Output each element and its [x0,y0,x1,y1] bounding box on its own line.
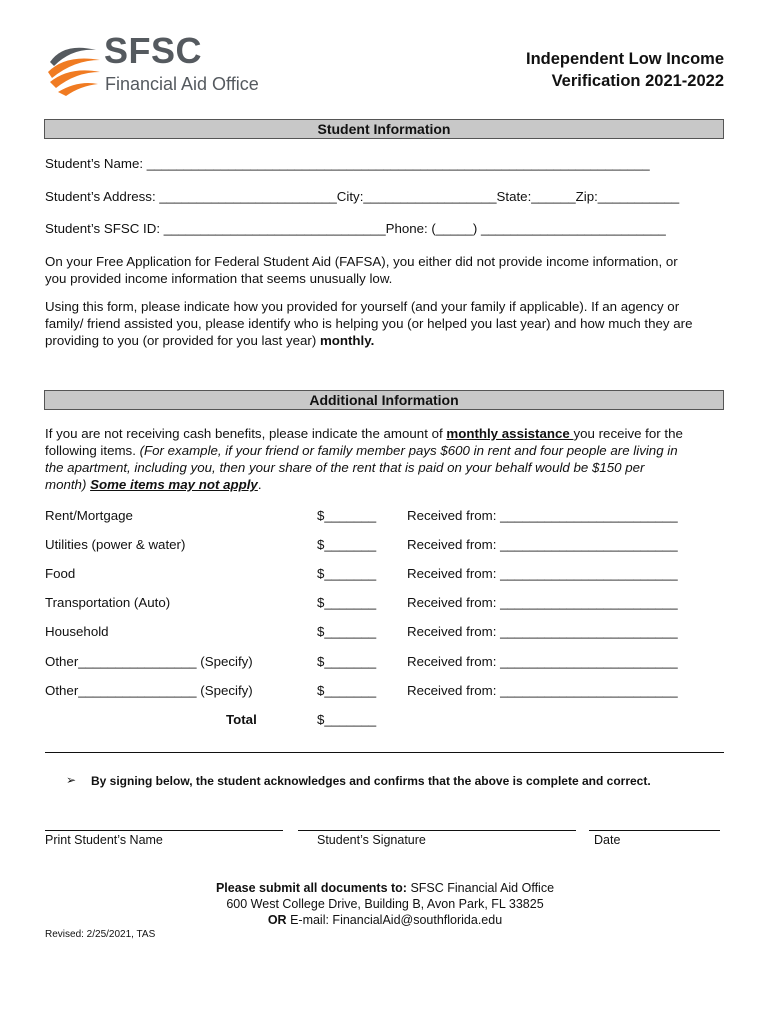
additional-intro [45,425,725,493]
para1-line1: On your Free Application for Federal Student Aid (FAFSA), you either did not provide income information, or [45,254,678,269]
additional-info-header: Additional Information [44,390,724,410]
submit-line [0,880,770,896]
signature-label: Student’s Signature [317,833,426,847]
intro-2b: (For example, if your friend or family member pays $600 in rent and four people are living in [139,443,678,458]
office-address: 600 West College Drive, Building B, Avon Park, FL 33825 [226,897,544,911]
item-amount-field[interactable]: $_______ [317,624,377,639]
intro-line2 [45,442,725,459]
intro-4c: . [257,477,262,492]
item-amount-field[interactable]: $_______ [317,508,377,523]
acknowledgement-text: By signing below, the student acknowledges and confirms that the above is complete and correct. [91,774,651,788]
intro-4a: month) [45,477,91,492]
title-line-1: Independent Low Income [525,50,724,68]
intro-2a: following items. [45,443,140,458]
logo-subtitle: Financial Aid Office [105,74,259,94]
item-amount-field[interactable]: $_______ [317,654,377,669]
student-name-field[interactable]: Student’s Name: ____________________________________________________________________ [45,156,650,171]
arrow-bullet-icon: ➢ [66,773,77,787]
item-label[interactable]: Other________________ (Specify) [45,683,253,698]
student-info-header: Student Information [44,119,724,139]
para2-line3 [45,332,725,349]
student-address-field[interactable]: Student’s Address: ________________________City:__________________State:______Zip:___________ [45,189,680,204]
sfsc-logo [44,36,104,98]
para2-line2: family/ friend assisted you, please identify who is helping you (or helped you last year) and how much they are [45,316,693,331]
email-address[interactable]: E-mail: FinancialAid@southflorida.edu [290,913,503,927]
intro-c: you receive for the [573,426,683,441]
revised-note: Revised: 2/25/2021, TAS [45,929,156,940]
title-line-2: Verification 2021-2022 [551,72,724,90]
total-label: Total [226,712,257,727]
item-received-from-field[interactable]: Received from: ________________________ [407,566,678,581]
monthly-emphasis: monthly. [319,333,375,348]
intro-line4 [45,476,725,493]
print-name-line[interactable] [45,830,283,831]
student-id-field[interactable]: Student’s SFSC ID: ______________________________Phone: (_____) _________________________ [45,221,666,236]
document-title [526,48,724,92]
separator-line [45,752,724,753]
item-received-from-field[interactable]: Received from: ________________________ [407,624,678,639]
item-received-from-field[interactable]: Received from: ________________________ [407,508,678,523]
para2-line1: Using this form, please indicate how you provided for yourself (and your family if applicable). If an agency or [45,299,680,314]
date-line[interactable] [589,830,720,831]
item-received-from-field[interactable]: Received from: ________________________ [407,537,678,552]
para1-line2: you provided income information that seems unusually low. [45,271,393,286]
or-bold: OR [267,913,291,927]
item-label: Food [45,566,76,581]
date-label: Date [594,833,621,847]
item-label: Utilities (power & water) [45,537,186,552]
total-amount-field[interactable]: $_______ [317,712,377,727]
print-name-label: Print Student’s Name [45,833,163,847]
item-amount-field[interactable]: $_______ [317,566,377,581]
submit-instructions [0,880,770,928]
para2-line3-text: providing to you (or provided for you last year) [45,333,320,348]
item-amount-field[interactable]: $_______ [317,595,377,610]
signature-line[interactable] [298,830,576,831]
item-received-from-field[interactable]: Received from: ________________________ [407,683,678,698]
logo-wordmark: SFSC [104,30,203,71]
some-items-note: Some items may not apply [90,477,258,492]
intro-a: If you are not receiving cash benefits, please indicate the amount of [45,426,447,441]
submit-office: SFSC Financial Aid Office [410,881,555,895]
instructions-paragraph [45,298,725,349]
intro-line1 [45,425,725,442]
item-amount-field[interactable]: $_______ [317,537,377,552]
item-label: Rent/Mortgage [45,508,133,523]
item-received-from-field[interactable]: Received from: ________________________ [407,595,678,610]
submit-bold: Please submit all documents to: [215,881,411,895]
item-received-from-field[interactable]: Received from: ________________________ [407,654,678,669]
item-amount-field[interactable]: $_______ [317,683,377,698]
fafsa-paragraph [45,253,725,287]
monthly-assistance: monthly assistance [446,426,574,441]
intro-line3: the apartment, including you, then your share of the rent that is paid on your behalf would be $150 per [45,460,645,475]
item-label: Transportation (Auto) [45,595,171,610]
email-line [0,912,770,928]
item-label: Household [45,624,109,639]
item-label[interactable]: Other________________ (Specify) [45,654,253,669]
